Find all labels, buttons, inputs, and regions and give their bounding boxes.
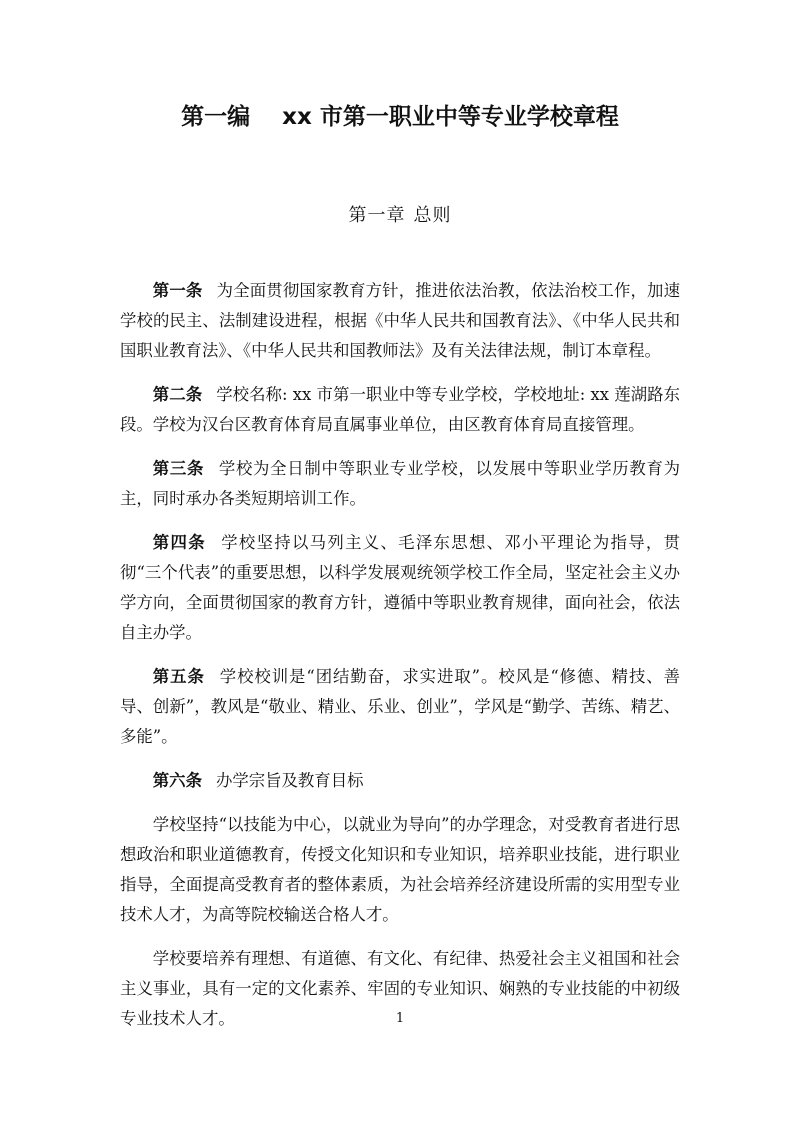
article-text: 学校为全日制中等职业专业学校，以发展中等职业学历教育为主，同时承办各类短期培训工作。 xyxy=(120,459,681,508)
chapter-part: 第一章 xyxy=(348,205,406,226)
article-number: 第三条 xyxy=(152,459,205,478)
article-text: 为全面贯彻国家教育方针，推进依法治教，依法治校工作，加速学校的民主、法制建设进程，根据《中华人民共和国教育法》、《中华人民共和国职业教育法》、《中华人民共和国教师法》及有关法律法规，制订本章程。 xyxy=(120,281,681,360)
article-text: 办学宗旨及教育目标 xyxy=(215,771,364,790)
chapter-title xyxy=(0,202,800,230)
article-text: 学校名称: xx 市第一职业中等专业学校，学校地址: xx 莲湖路东段。学校为汉台区教育体育局直属事业单位，由区教育体育局直接管理。 xyxy=(120,385,681,434)
chapter-name: 总则 xyxy=(413,205,452,226)
article-text: 学校坚持以马列主义、毛泽东思想、邓小平理论为指导，贯彻“三个代表”的重要思想，以科学发展观统领学校工作全局，坚定社会主义办学方向，全面贯彻国家的教育方针，遵循中等职业教育规律，面向社会，依法自主办学。 xyxy=(120,533,681,642)
article-paragraph xyxy=(120,766,680,796)
article-number: 第四条 xyxy=(152,533,206,552)
article-paragraph xyxy=(120,380,680,440)
article-paragraph xyxy=(120,662,680,752)
document-body xyxy=(120,276,680,1048)
document-title-part: 第一编 xyxy=(181,104,251,130)
body-paragraph xyxy=(120,810,680,930)
paragraph-text: 学校坚持“以技能为中心，以就业为导向”的办学理念，对受教育者进行思想政治和职业道德教育，传授文化知识和专业知识，培养职业技能，进行职业指导，全面提高受教育者的整体素质，为社会培养经济建设所需的实用型专业技术人才，为高等院校输送合格人才。 xyxy=(120,815,680,924)
article-number: 第一条 xyxy=(152,281,203,300)
document-title-main: xx 市第一职业中等专业学校章程 xyxy=(282,104,619,130)
article-paragraph xyxy=(120,528,680,648)
article-number: 第二条 xyxy=(152,385,203,404)
document-title xyxy=(0,100,800,134)
paragraph-text: 学校要培养有理想、有道德、有文化、有纪律、热爱社会主义祖国和社会主义事业，具有一定的文化素养、牢固的专业知识、娴熟的专业技能的中初级专业技术人才。 xyxy=(120,949,680,1028)
article-number: 第六条 xyxy=(152,771,202,790)
page-number: 1 xyxy=(395,1011,405,1026)
article-paragraph xyxy=(120,454,680,514)
article-paragraph xyxy=(120,276,680,366)
article-text: 学校校训是“团结勤奋，求实进取”。校风是“修德、精技、善导、创新”，教风是“敬业、精业、乐业、创业”，学风是“勤学、苦练、精艺、多能”。 xyxy=(120,667,681,746)
article-number: 第五条 xyxy=(152,667,205,686)
